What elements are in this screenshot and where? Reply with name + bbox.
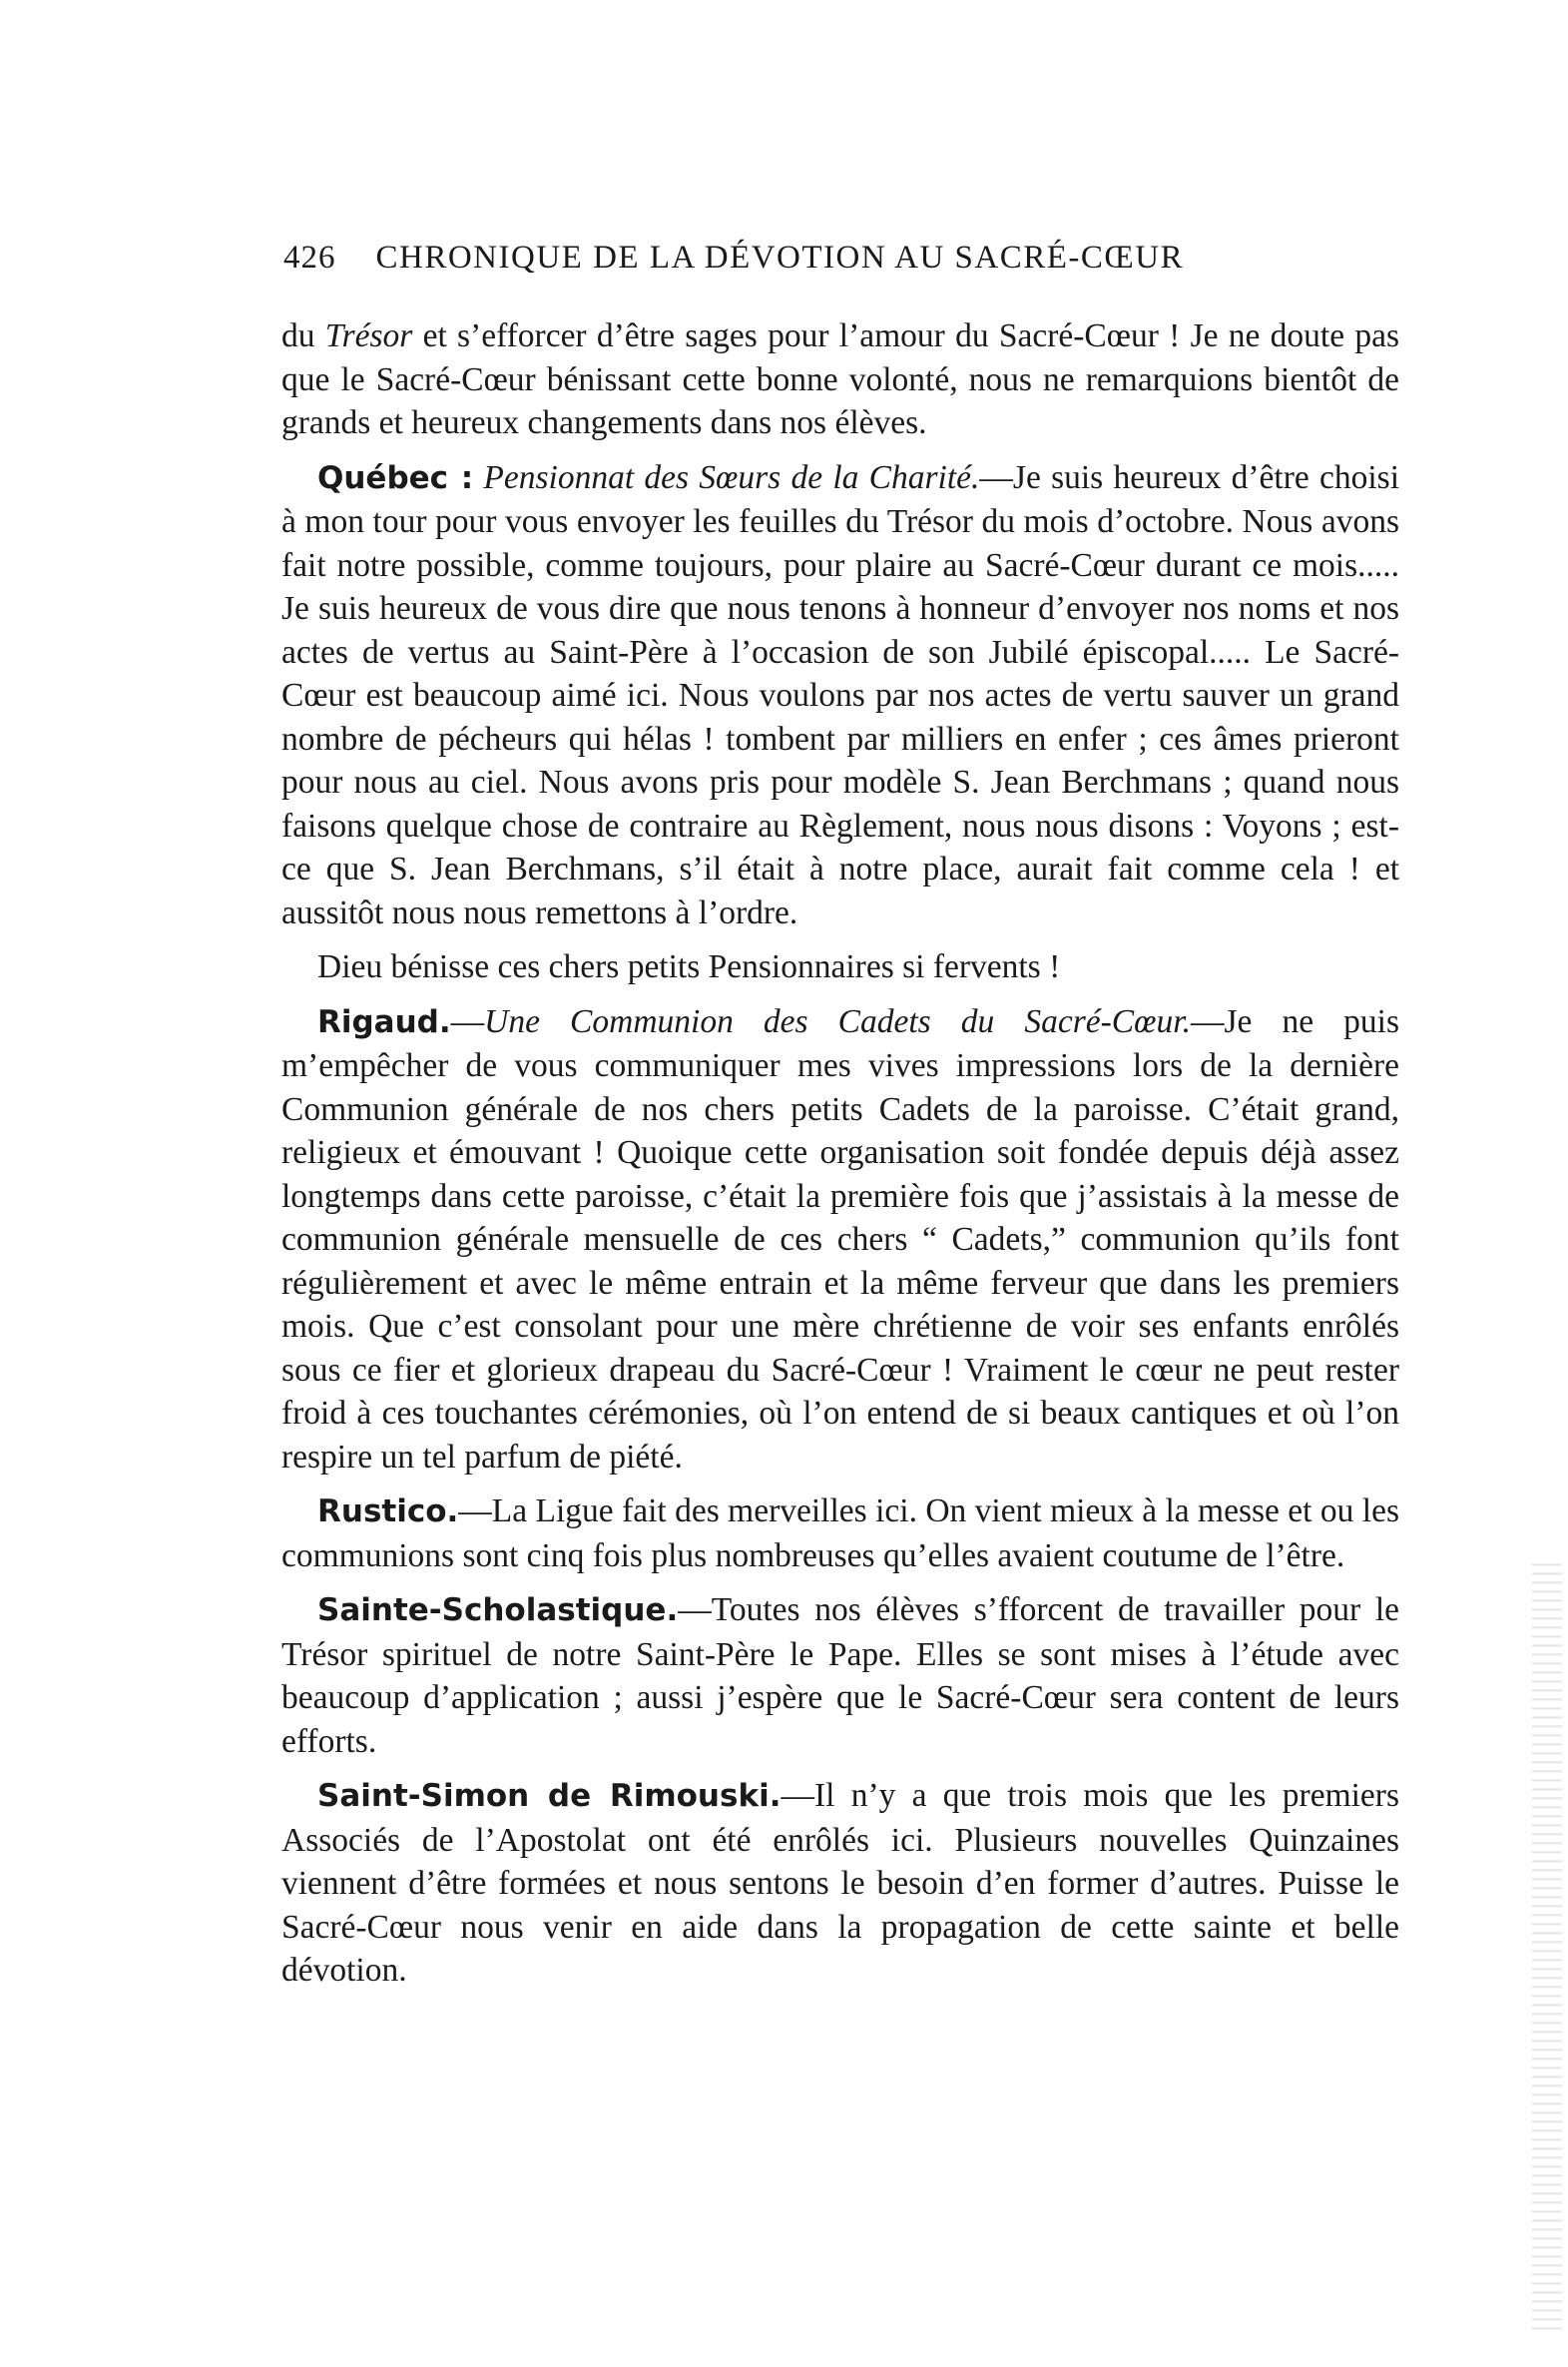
paragraph-continuation [281, 314, 1399, 445]
entry-heading: Sainte-Scholastique. [317, 1592, 679, 1628]
entry-text: —Je ne puis m’empêcher de vous communiquer mes vives impressions lors de la dernière Communion générale de nos chers petits Cadets de la paroisse. C’était grand, religieux et émouvant ! Quoique cette organisation soit fondée depuis déjà assez longtemps dans cette paroisse, c’était la première fois que j’assistais à la messe de communion générale mensuelle de ces chers “ Cadets,” communion qu’ils font régulièrement et avec le même entrain et la même ferveur que dans les premiers mois. Que c’est consolant pour une mère chrétienne de voir ses enfants enrôlés sous ce fier et glorieux drapeau du Sacré-Cœur ! Vraiment le cœur ne peut rester froid à ces touchantes cérémonies, où l’on entend de si beaux cantiques et où l’on respire un tel parfum de piété. [281, 1002, 1399, 1476]
italic-text: Trésor [324, 317, 413, 354]
paragraph-text: du [281, 317, 325, 354]
page-number: 426 [283, 240, 336, 276]
entry-text: —La Ligue fait des merveilles ici. On vient mieux à la messe et ou les communions sont cinq fois plus nombreuses qu’elles avaient coutume de l’être. [281, 1492, 1399, 1574]
entry-heading: Rustico. [317, 1493, 459, 1529]
paragraph-text: et s’efforcer d’être sages pour l’amour du Sacré-Cœur ! Je ne doute pas que le Sacré-Cœur bénissant cette bonne volonté, nous ne remarquions bientôt de grands et heureux changements dans nos élèves. [281, 317, 1399, 441]
running-title: CHRONIQUE DE LA DÉVOTION AU SACRÉ-CŒUR [375, 240, 1185, 276]
entry-heading: Rigaud. [317, 1003, 451, 1040]
body-text [281, 314, 1399, 1993]
entry-saint-simon-de-rimouski [281, 1774, 1399, 1993]
paragraph-text: Dieu bénisse ces chers petits Pensionnaires si fervents ! [317, 948, 1061, 985]
running-head [283, 240, 1272, 277]
entry-subtitle: Pensionnat des Sœurs de la Charité. [483, 458, 980, 496]
page-edge-shading [1532, 1557, 1562, 2336]
paragraph-blessing [281, 945, 1399, 989]
entry-subtitle: Une Communion des Cadets du Sacré-Cœur. [484, 1002, 1191, 1040]
entry-rustico [281, 1489, 1399, 1577]
entry-dash: — [450, 1002, 485, 1040]
entry-text: —Il n’y a que trois mois que les premiers Associés de l’Apostolat ont été enrôlés ici. Plusieurs nouvelles Quinzaines viennent d’être formées et nous sentons le besoin d’en former d’autres. Puisse le Sacré-Cœur nous venir en aide dans la propagation de cette sainte et belle dévotion. [281, 1777, 1399, 1989]
entry-heading: Saint-Simon de Rimouski. [317, 1778, 782, 1814]
entry-sainte-scholastique [281, 1588, 1399, 1763]
entry-text: —Je suis heureux d’être choisi à mon tour pour vous envoyer les feuilles du Trésor du mois d’octobre. Nous avons fait notre possible, comme toujours, pour plaire au Sacré-Cœur durant ce mois..... Je suis heureux de vous dire que nous tenons à honneur d’envoyer nos noms et nos actes de vertus au Saint-Père à l’occasion de son Jubilé épiscopal..... Le Sacré-Cœur est beaucoup aimé ici. Nous voulons par nos actes de vertu sauver un grand nombre de pécheurs qui hélas ! tombent par milliers en enfer ; ces âmes prieront pour nous au ciel. Nous avons pris pour modèle S. Jean Berchmans ; quand nous faisons quelque chose de contraire au Règlement, nous nous disons : Voyons ; est-ce que S. Jean Berchmans, s’il était à notre place, aurait fait comme cela ! et aussitôt nous nous remettons à l’ordre. [281, 458, 1400, 931]
entry-heading: Québec : [317, 459, 474, 496]
entry-quebec [281, 456, 1399, 935]
entry-text: —Toutes nos élèves s’fforcent de travailler pour le Trésor spirituel de notre Saint-Père le Pape. Elles se sont mises à l’étude avec beaucoup d’application ; aussi j’espère que le Sacré-Cœur sera content de leurs efforts. [281, 1591, 1399, 1760]
entry-rigaud [281, 1000, 1399, 1479]
